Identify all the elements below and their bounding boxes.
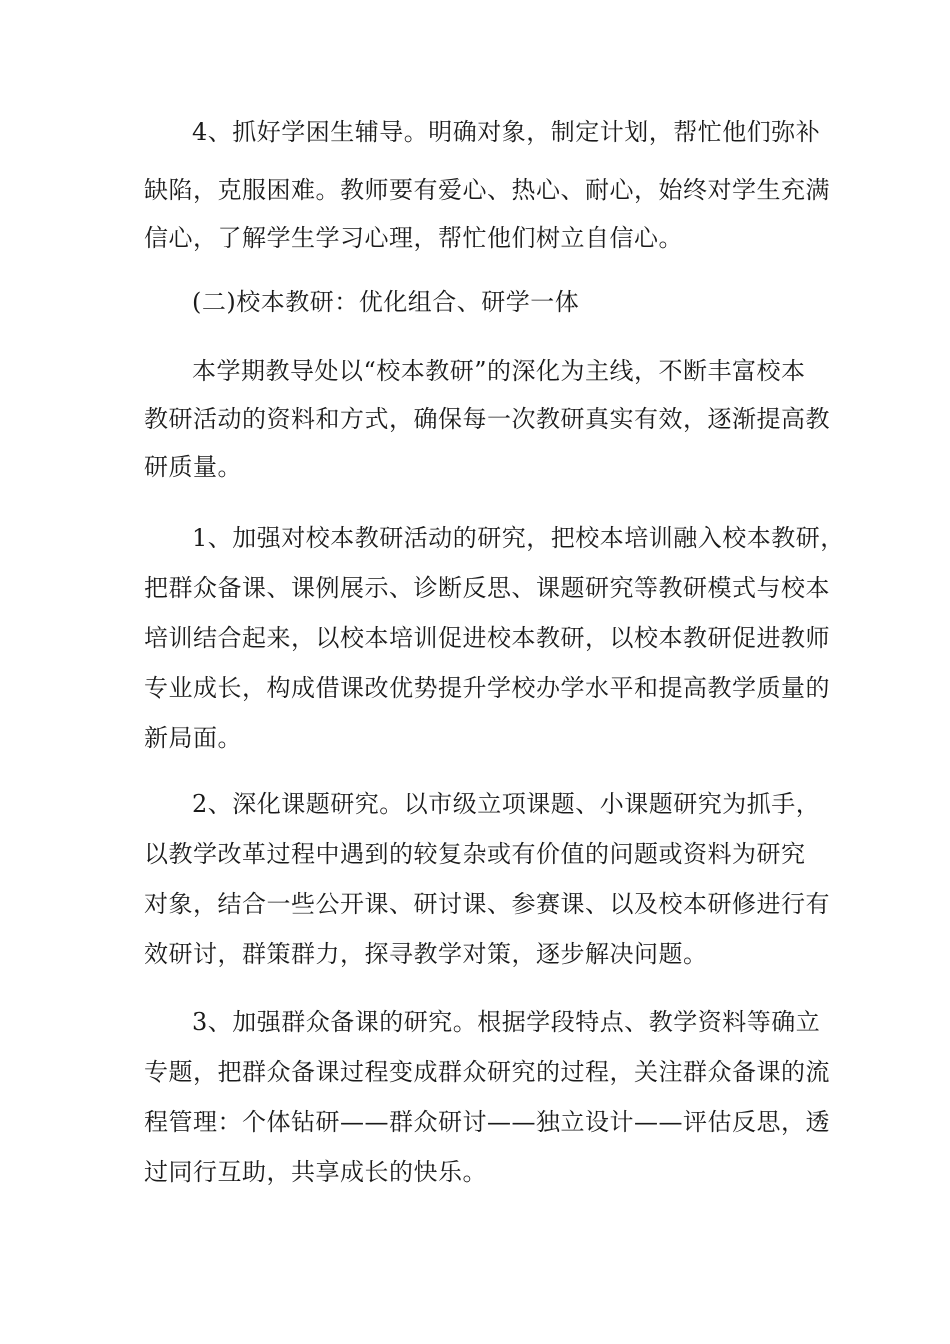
- paragraph-line: 3、加强群众备课的研究。根据学段特点、教学资料等确立: [192, 1008, 821, 1036]
- paragraph-line: 教研活动的资料和方式，确保每一次教研真实有效，逐渐提高教: [144, 405, 830, 433]
- paragraph-line: 4、抓好学困生辅导。明确对象，制定计划，帮忙他们弥补: [192, 118, 821, 146]
- paragraph-line: 过同行互助，共享成长的快乐。: [144, 1158, 487, 1186]
- paragraph-line: 专业成长，构成借课改优势提升学校办学水平和提高教学质量的: [144, 674, 830, 702]
- paragraph-line: 缺陷，克服困难。教师要有爱心、热心、耐心，始终对学生充满: [144, 176, 830, 204]
- paragraph-line: 把群众备课、课例展示、诊断反思、课题研究等教研模式与校本: [144, 574, 830, 602]
- paragraph-line: 专题，把群众备课过程变成群众研究的过程，关注群众备课的流: [144, 1058, 830, 1086]
- paragraph-line: 信心，了解学生学习心理，帮忙他们树立自信心。: [144, 224, 683, 252]
- paragraph-line: 对象，结合一些公开课、研讨课、参赛课、以及校本研修进行有: [144, 890, 830, 918]
- paragraph-line: 本学期教导处以“校本教研”的深化为主线，不断丰富校本: [192, 357, 806, 385]
- paragraph-line: 新局面。: [144, 724, 242, 752]
- section-heading: (二)校本教研：优化组合、研学一体: [192, 288, 580, 316]
- paragraph-line: 1、加强对校本教研活动的研究，把校本培训融入校本教研，: [192, 524, 845, 552]
- paragraph-line: 效研讨，群策群力，探寻教学对策，逐步解决问题。: [144, 940, 708, 968]
- paragraph-line: 研质量。: [144, 453, 242, 481]
- paragraph-line: 程管理：个体钻研——群众研讨——独立设计——评估反思，透: [144, 1108, 830, 1136]
- paragraph-line: 2、深化课题研究。以市级立项课题、小课题研究为抓手，: [192, 790, 821, 818]
- paragraph-line: 以教学改革过程中遇到的较复杂或有价值的问题或资料为研究: [144, 840, 806, 868]
- paragraph-line: 培训结合起来，以校本培训促进校本教研，以校本教研促进教师: [144, 624, 830, 652]
